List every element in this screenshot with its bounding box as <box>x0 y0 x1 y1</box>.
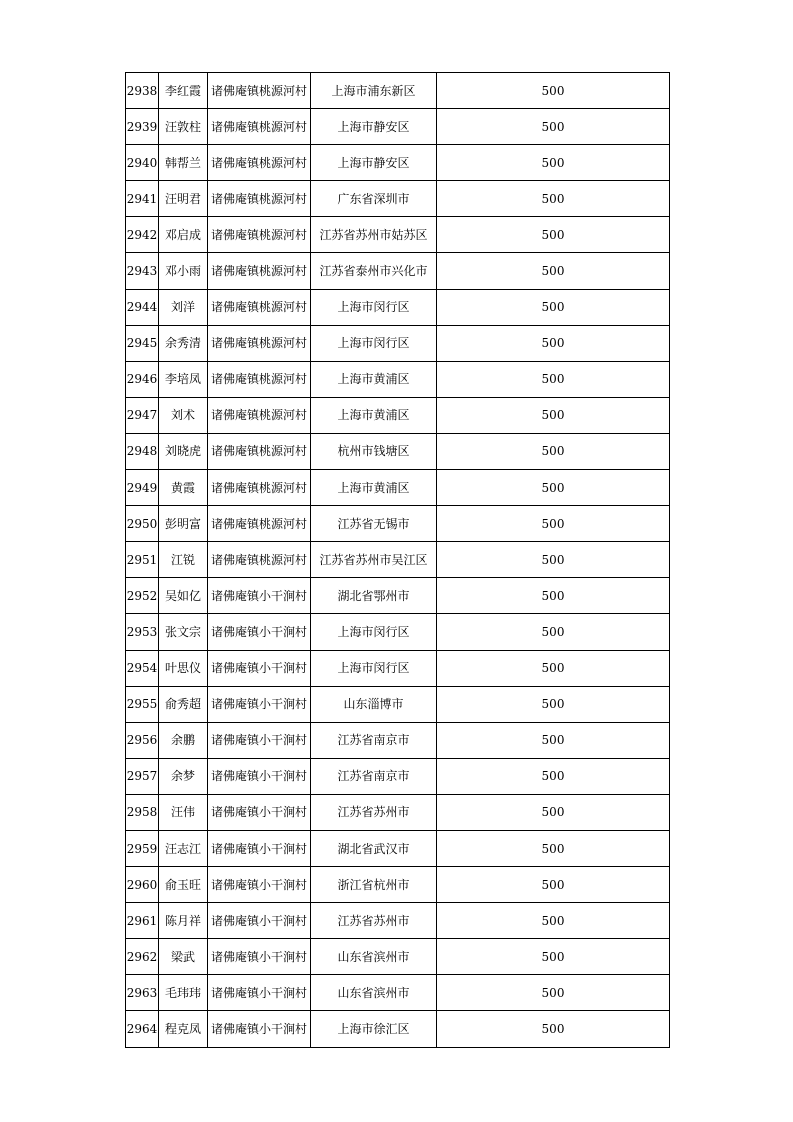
amount-cell: 500 <box>437 686 670 722</box>
person-name-cell: 江锐 <box>159 542 208 578</box>
table-row <box>126 867 670 903</box>
table-row <box>126 578 670 614</box>
amount-cell: 500 <box>437 1011 670 1047</box>
amount-cell: 500 <box>437 73 670 109</box>
person-name-cell: 邓启成 <box>159 217 208 253</box>
village-cell: 诸佛庵镇小干涧村 <box>208 614 311 650</box>
amount-cell: 500 <box>437 650 670 686</box>
row-number-cell: 2964 <box>126 1011 159 1047</box>
amount-cell: 500 <box>437 506 670 542</box>
work-address-cell: 广东省深圳市 <box>311 181 437 217</box>
row-number-cell: 2962 <box>126 939 159 975</box>
amount-cell: 500 <box>437 217 670 253</box>
village-cell: 诸佛庵镇桃源河村 <box>208 397 311 433</box>
table-row <box>126 181 670 217</box>
person-name-cell: 李红霞 <box>159 73 208 109</box>
table-row <box>126 903 670 939</box>
village-cell: 诸佛庵镇桃源河村 <box>208 506 311 542</box>
person-name-cell: 汪志江 <box>159 830 208 866</box>
amount-cell: 500 <box>437 614 670 650</box>
table-row <box>126 253 670 289</box>
table-row <box>126 1011 670 1047</box>
amount-cell: 500 <box>437 289 670 325</box>
row-number-cell: 2954 <box>126 650 159 686</box>
village-cell: 诸佛庵镇小干涧村 <box>208 794 311 830</box>
work-address-cell: 山东省滨州市 <box>311 939 437 975</box>
village-cell: 诸佛庵镇桃源河村 <box>208 145 311 181</box>
village-cell: 诸佛庵镇小干涧村 <box>208 830 311 866</box>
village-cell: 诸佛庵镇桃源河村 <box>208 73 311 109</box>
person-name-cell: 余秀清 <box>159 325 208 361</box>
person-name-cell: 刘晓虎 <box>159 433 208 469</box>
village-cell: 诸佛庵镇桃源河村 <box>208 289 311 325</box>
village-cell: 诸佛庵镇桃源河村 <box>208 181 311 217</box>
row-number-cell: 2943 <box>126 253 159 289</box>
work-address-cell: 江苏省苏州市 <box>311 794 437 830</box>
row-number-cell: 2948 <box>126 433 159 469</box>
village-cell: 诸佛庵镇桃源河村 <box>208 109 311 145</box>
amount-cell: 500 <box>437 758 670 794</box>
village-cell: 诸佛庵镇桃源河村 <box>208 542 311 578</box>
work-address-cell: 湖北省鄂州市 <box>311 578 437 614</box>
work-address-cell: 上海市闵行区 <box>311 650 437 686</box>
row-number-cell: 2949 <box>126 470 159 506</box>
amount-cell: 500 <box>437 939 670 975</box>
work-address-cell: 江苏省苏州市姑苏区 <box>311 217 437 253</box>
village-cell: 诸佛庵镇小干涧村 <box>208 686 311 722</box>
amount-cell: 500 <box>437 181 670 217</box>
work-address-cell: 江苏省泰州市兴化市 <box>311 253 437 289</box>
row-number-cell: 2940 <box>126 145 159 181</box>
table-row <box>126 145 670 181</box>
village-cell: 诸佛庵镇小干涧村 <box>208 1011 311 1047</box>
village-cell: 诸佛庵镇桃源河村 <box>208 217 311 253</box>
work-address-cell: 山东省滨州市 <box>311 975 437 1011</box>
person-name-cell: 吴如亿 <box>159 578 208 614</box>
table-row <box>126 758 670 794</box>
row-number-cell: 2960 <box>126 867 159 903</box>
table-row <box>126 650 670 686</box>
row-number-cell: 2956 <box>126 722 159 758</box>
roster-table-body <box>126 73 670 1048</box>
village-cell: 诸佛庵镇小干涧村 <box>208 939 311 975</box>
table-row <box>126 361 670 397</box>
work-address-cell: 江苏省苏州市 <box>311 903 437 939</box>
work-address-cell: 江苏省无锡市 <box>311 506 437 542</box>
village-cell: 诸佛庵镇桃源河村 <box>208 433 311 469</box>
work-address-cell: 江苏省南京市 <box>311 758 437 794</box>
person-name-cell: 叶思仪 <box>159 650 208 686</box>
amount-cell: 500 <box>437 361 670 397</box>
amount-cell: 500 <box>437 145 670 181</box>
row-number-cell: 2939 <box>126 109 159 145</box>
roster-table <box>125 72 670 1048</box>
person-name-cell: 黄霞 <box>159 470 208 506</box>
table-row <box>126 397 670 433</box>
person-name-cell: 彭明富 <box>159 506 208 542</box>
work-address-cell: 江苏省苏州市吴江区 <box>311 542 437 578</box>
amount-cell: 500 <box>437 578 670 614</box>
table-row <box>126 686 670 722</box>
village-cell: 诸佛庵镇小干涧村 <box>208 578 311 614</box>
table-row <box>126 939 670 975</box>
work-address-cell: 湖北省武汉市 <box>311 830 437 866</box>
row-number-cell: 2938 <box>126 73 159 109</box>
row-number-cell: 2950 <box>126 506 159 542</box>
person-name-cell: 俞玉旺 <box>159 867 208 903</box>
work-address-cell: 上海市闵行区 <box>311 325 437 361</box>
row-number-cell: 2944 <box>126 289 159 325</box>
row-number-cell: 2955 <box>126 686 159 722</box>
person-name-cell: 程克凤 <box>159 1011 208 1047</box>
work-address-cell: 上海市静安区 <box>311 145 437 181</box>
amount-cell: 500 <box>437 542 670 578</box>
amount-cell: 500 <box>437 433 670 469</box>
row-number-cell: 2963 <box>126 975 159 1011</box>
table-row <box>126 542 670 578</box>
amount-cell: 500 <box>437 830 670 866</box>
row-number-cell: 2941 <box>126 181 159 217</box>
table-row <box>126 325 670 361</box>
table-row <box>126 289 670 325</box>
row-number-cell: 2961 <box>126 903 159 939</box>
person-name-cell: 汪伟 <box>159 794 208 830</box>
row-number-cell: 2945 <box>126 325 159 361</box>
table-row <box>126 975 670 1011</box>
row-number-cell: 2947 <box>126 397 159 433</box>
row-number-cell: 2952 <box>126 578 159 614</box>
work-address-cell: 上海市浦东新区 <box>311 73 437 109</box>
amount-cell: 500 <box>437 867 670 903</box>
amount-cell: 500 <box>437 470 670 506</box>
table-row <box>126 109 670 145</box>
person-name-cell: 韩帮兰 <box>159 145 208 181</box>
village-cell: 诸佛庵镇小干涧村 <box>208 975 311 1011</box>
row-number-cell: 2958 <box>126 794 159 830</box>
person-name-cell: 刘洋 <box>159 289 208 325</box>
row-number-cell: 2942 <box>126 217 159 253</box>
row-number-cell: 2953 <box>126 614 159 650</box>
table-row <box>126 830 670 866</box>
amount-cell: 500 <box>437 975 670 1011</box>
village-cell: 诸佛庵镇小干涧村 <box>208 758 311 794</box>
amount-cell: 500 <box>437 325 670 361</box>
village-cell: 诸佛庵镇小干涧村 <box>208 903 311 939</box>
person-name-cell: 陈月祥 <box>159 903 208 939</box>
village-cell: 诸佛庵镇小干涧村 <box>208 722 311 758</box>
work-address-cell: 上海市闵行区 <box>311 289 437 325</box>
person-name-cell: 邓小雨 <box>159 253 208 289</box>
person-name-cell: 余梦 <box>159 758 208 794</box>
person-name-cell: 汪敦柱 <box>159 109 208 145</box>
work-address-cell: 上海市黄浦区 <box>311 361 437 397</box>
work-address-cell: 山东淄博市 <box>311 686 437 722</box>
amount-cell: 500 <box>437 794 670 830</box>
table-row <box>126 470 670 506</box>
work-address-cell: 上海市闵行区 <box>311 614 437 650</box>
table-row <box>126 506 670 542</box>
amount-cell: 500 <box>437 109 670 145</box>
village-cell: 诸佛庵镇桃源河村 <box>208 470 311 506</box>
village-cell: 诸佛庵镇桃源河村 <box>208 325 311 361</box>
table-row <box>126 614 670 650</box>
table-row <box>126 433 670 469</box>
table-row <box>126 794 670 830</box>
work-address-cell: 杭州市钱塘区 <box>311 433 437 469</box>
person-name-cell: 梁武 <box>159 939 208 975</box>
person-name-cell: 毛玮玮 <box>159 975 208 1011</box>
person-name-cell: 刘术 <box>159 397 208 433</box>
work-address-cell: 浙江省杭州市 <box>311 867 437 903</box>
row-number-cell: 2951 <box>126 542 159 578</box>
table-row <box>126 722 670 758</box>
person-name-cell: 余鹏 <box>159 722 208 758</box>
amount-cell: 500 <box>437 903 670 939</box>
person-name-cell: 俞秀超 <box>159 686 208 722</box>
amount-cell: 500 <box>437 253 670 289</box>
work-address-cell: 上海市徐汇区 <box>311 1011 437 1047</box>
person-name-cell: 李培凤 <box>159 361 208 397</box>
village-cell: 诸佛庵镇桃源河村 <box>208 361 311 397</box>
work-address-cell: 上海市黄浦区 <box>311 397 437 433</box>
row-number-cell: 2946 <box>126 361 159 397</box>
amount-cell: 500 <box>437 397 670 433</box>
amount-cell: 500 <box>437 722 670 758</box>
village-cell: 诸佛庵镇桃源河村 <box>208 253 311 289</box>
village-cell: 诸佛庵镇小干涧村 <box>208 650 311 686</box>
row-number-cell: 2957 <box>126 758 159 794</box>
row-number-cell: 2959 <box>126 830 159 866</box>
table-row <box>126 73 670 109</box>
village-cell: 诸佛庵镇小干涧村 <box>208 867 311 903</box>
person-name-cell: 汪明君 <box>159 181 208 217</box>
work-address-cell: 上海市静安区 <box>311 109 437 145</box>
table-row <box>126 217 670 253</box>
work-address-cell: 上海市黄浦区 <box>311 470 437 506</box>
work-address-cell: 江苏省南京市 <box>311 722 437 758</box>
person-name-cell: 张文宗 <box>159 614 208 650</box>
